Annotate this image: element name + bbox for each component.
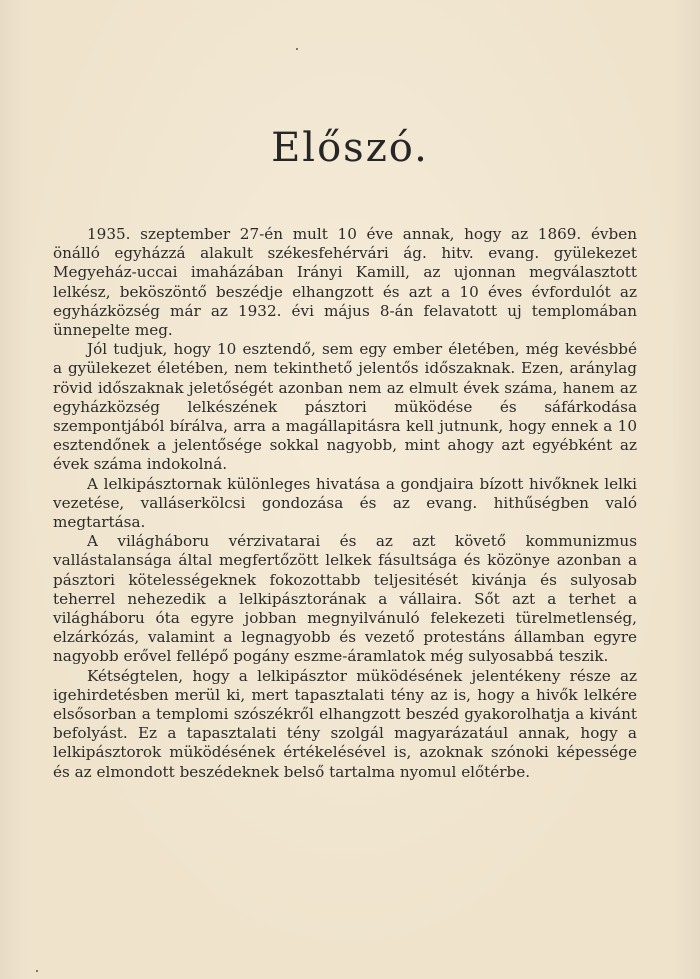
paragraph-3: A lelkipásztornak különleges hivatása a gondjaira bízott hivőknek lelki vezetése, valláserkölcsi gondozása és az evang. hithűségben való megtartása.	[53, 474, 637, 532]
body-text	[53, 225, 637, 782]
page-title: Előszó.	[271, 125, 429, 171]
paragraph-5: Kétségtelen, hogy a lelkipásztor müködésének jelentékeny része az igehirdetésben merül ki, mert tapasztalati tény az is, hogy a hivők lelkére elsősorban a templomi szószékről elhangzott beszéd gyakorolhatja a kivánt befolyást. Ez a tapasztalati tény szolgál magyarázatául annak, hogy a lelkipásztorok müködésének értékelésével is, azoknak szónoki képessége és az elmondott beszédeknek belső tartalma nyomul előtérbe.	[53, 666, 637, 781]
paper-speck	[296, 48, 298, 50]
paragraph-2: Jól tudjuk, hogy 10 esztendő, sem egy ember életében, még kevésbbé a gyülekezet életében, nem tekinthető jelentős időszaknak. Ezen, aránylag rövid időszaknak jeletőségét azonban nem az elmult évek száma, hanem az egyházközség lelkészének pásztori müködése és sáfárkodása szempontjából bírálva, arra a magállapitásra kell jutnunk, hogy ennek a 10 esztendőnek a jelentősége sokkal nagyobb, mint ahogy azt egyébként az évek száma indokolná.	[53, 340, 637, 474]
paragraph-1: 1935. szeptember 27-én mult 10 éve annak, hogy az 1869. évben önálló egyházzá alakult székesfehérvári ág. hitv. evang. gyülekezet Megyeház-uccai imaházában Irányi Kamill, az ujonnan megválasztott lelkész, beköszöntő beszédje elhangzott és azt a 10 éves évfordulót az egyházközség már az 1932. évi május 8-án felavatott uj templomában ünnepelte meg.	[53, 225, 637, 340]
paper-speck	[36, 970, 38, 972]
paragraph-4: A világháboru vérzivatarai és az azt követő kommunizmus vallástalansága által megfertőzött lelkek fásultsága és közönye azonban a pásztori kötelességeknek fokozottabb teljesitését kivánja és sulyosab teherrel nehezedik a lelkipásztorának a vállaira. Sőt azt a terhet a világháboru óta egyre jobban megnyilvánuló felekezeti türelmetlenség, elzárkózás, valamint a legnagyobb és vezető protestáns államban egyre nagyobb erővel fellépő pogány eszme-áramlatok még sulyosabbá teszik.	[53, 532, 637, 666]
